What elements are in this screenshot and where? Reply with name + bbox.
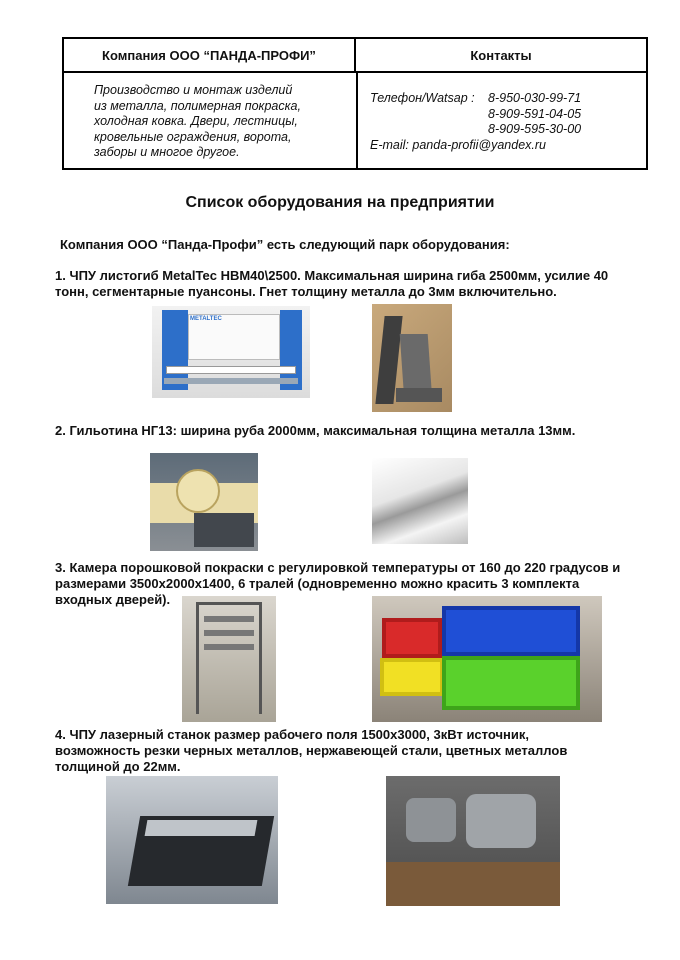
item-line: 2. Гильотина НГ13: ширина руба 2000мм, максимальная толщина металла 13мм.	[55, 423, 576, 438]
phone-label: Телефон/Watsap :	[370, 91, 475, 105]
contacts-title: Контакты	[356, 39, 646, 73]
press-brand: METALTEC	[190, 316, 222, 322]
equipment-item-2	[55, 423, 655, 439]
item-line: 1. ЧПУ листогиб MetalTec HBM40\2500. Максимальная ширина гиба 2500мм, усилие 40	[55, 268, 609, 283]
company-title: Компания ООО “ПАНДА-ПРОФИ”	[64, 39, 356, 73]
item-line: возможность резки черных металлов, нержавеющей стали, цветных металлов	[55, 743, 568, 758]
phone-number[interactable]: 8-950-030-99-71	[488, 91, 582, 105]
item-line: размерами 3500х2000х1400, 6 тралей (одновременно можно красить 3 комплекта	[55, 576, 580, 591]
email-row	[370, 138, 640, 154]
item-line: 3. Камера порошковой покраски с регулировкой температуры от 160 до 220 градусов и	[55, 560, 621, 575]
column-divider	[356, 73, 358, 168]
description-line: из металла, полимерная покраска,	[94, 98, 301, 113]
description-line: Производство и монтаж изделий	[94, 83, 293, 97]
phone-number[interactable]: 8-909-591-04-05	[488, 106, 582, 121]
item-line: тонн, сегментарные пуансоны. Гнет толщину металла до 3мм включительно.	[55, 284, 557, 299]
press-brake-photo	[152, 306, 310, 398]
equipment-item-1	[55, 268, 655, 300]
laser-cutter-photo	[106, 776, 278, 904]
description-line: кровельные ограждения, ворота,	[94, 129, 292, 144]
description-line: заборы и многое другое.	[94, 145, 240, 159]
contacts-block	[370, 91, 640, 153]
item-line: входных дверей).	[55, 592, 171, 607]
header-table	[62, 37, 648, 170]
company-description	[94, 83, 344, 161]
painted-frames-photo	[372, 596, 602, 722]
steel-sheet-photo	[372, 458, 468, 544]
paint-booth-photo	[182, 596, 276, 722]
email-link[interactable]: panda-profii@yandex.ru	[412, 137, 546, 152]
phone-row	[370, 91, 640, 107]
item-line: 4. ЧПУ лазерный станок размер рабочего поля 1500х3000, 3кВт источник,	[55, 727, 529, 742]
equipment-item-4	[55, 727, 655, 775]
page-title: Список оборудования на предприятии	[185, 194, 495, 211]
description-line: холодная ковка. Двери, лестницы,	[94, 114, 298, 128]
item-line: толщиной до 22мм.	[55, 759, 181, 774]
email-label: E-mail:	[370, 137, 409, 152]
cut-parts-photo	[386, 776, 560, 906]
guillotine-photo	[150, 453, 258, 551]
phone-number[interactable]: 8-909-595-30-00	[488, 122, 582, 136]
intro-text: Компания ООО “Панда-Профи” есть следующий парк оборудования:	[60, 237, 510, 252]
bent-metal-photo	[372, 304, 452, 412]
